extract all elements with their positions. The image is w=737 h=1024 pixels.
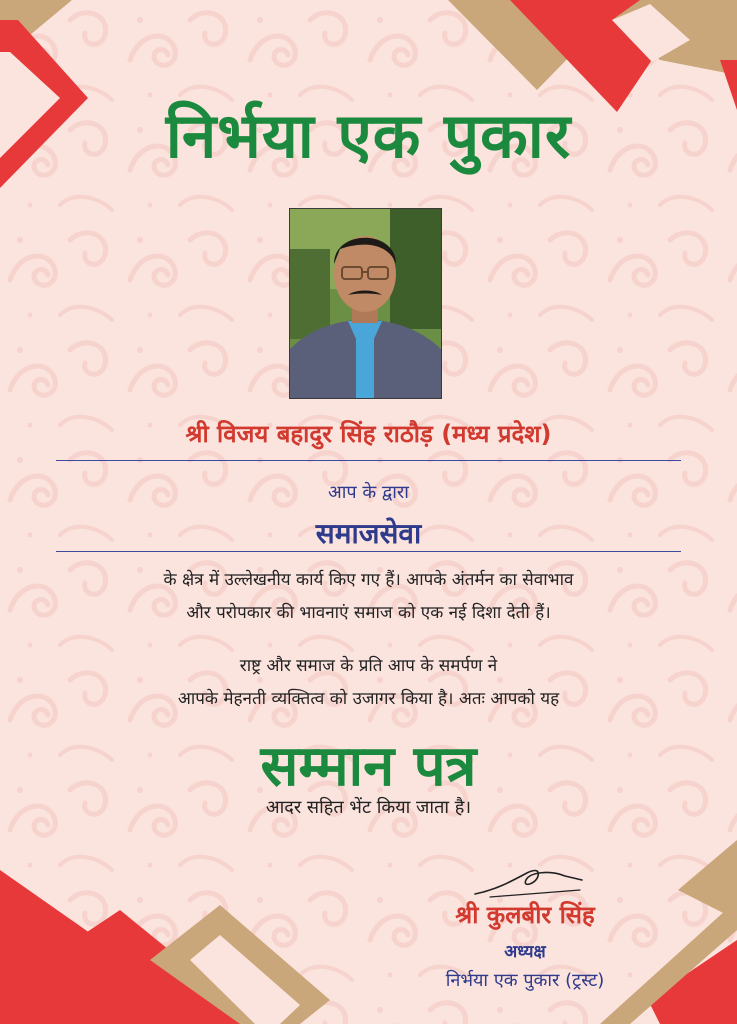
- recipient-photo: [289, 208, 442, 399]
- paragraph-1: [0, 564, 737, 630]
- byline-text: आप के द्वारा: [328, 482, 409, 503]
- award-title: सम्मान पत्र: [260, 734, 477, 799]
- divider-line: [56, 460, 681, 461]
- paragraph-2: [0, 650, 737, 716]
- paragraph-2-line-1: राष्ट्र और समाज के प्रति आप के समर्पण ने: [239, 656, 498, 676]
- divider-line: [56, 551, 681, 552]
- signatory-role: अध्यक्ष: [504, 942, 546, 962]
- recipient-name: श्री विजय बहादुर सिंह राठौड़ (मध्य प्रदेश): [185, 420, 552, 448]
- paragraph-1-line-1: के क्षेत्र में उल्लेखनीय कार्य किए गए हैं। आपके अंतर्मन का सेवाभाव: [163, 570, 574, 590]
- closing-text: आदर सहित भेंट किया जाता है।: [265, 797, 472, 818]
- service-field: समाजसेवा: [315, 517, 422, 550]
- certificate-title: निर्भया एक पुकार: [165, 99, 572, 172]
- paragraph-1-line-2: और परोपकार की भावनाएं समाज को एक नई दिशा देती हैं।: [186, 603, 551, 623]
- signatory-name: श्री कुलबीर सिंह: [455, 901, 595, 929]
- paragraph-2-line-2: आपके मेहनती व्यक्तित्व को उजागर किया है। अतः आपको यह: [177, 689, 560, 709]
- signature-mark: [470, 862, 590, 902]
- signatory-organization: निर्भया एक पुकार (ट्रस्ट): [445, 970, 605, 991]
